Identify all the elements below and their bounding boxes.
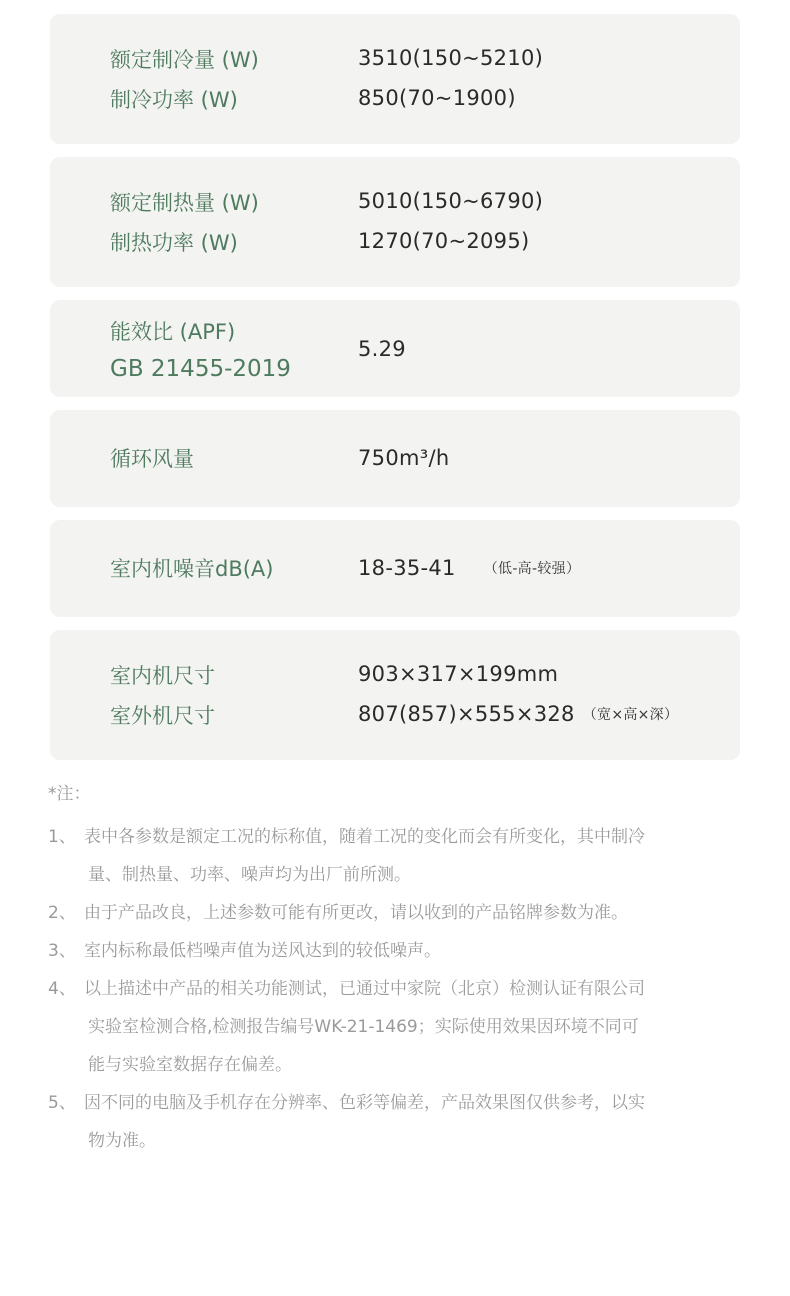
- note-number: 2、: [48, 903, 76, 923]
- note-item: [48, 818, 753, 894]
- notes-section: [48, 780, 753, 1160]
- spec-note: （低-高-较强）: [483, 561, 581, 577]
- spec-card-airflow: [50, 410, 740, 507]
- spec-value: 750m³/h: [358, 446, 450, 470]
- spec-card-apf: [50, 300, 740, 397]
- note-line: 由于产品改良，上述参数可能有所更改，请以收到的产品铭牌参数为准。: [84, 903, 628, 923]
- note-number: 5、: [48, 1093, 76, 1113]
- spec-value: 5010(150~6790): [358, 189, 544, 213]
- note-line: 因不同的电脑及手机存在分辨率、色彩等偏差，产品效果图仅供参考，以实: [84, 1093, 645, 1113]
- note-line: 实验室检测合格,检测报告编号WK-21-1469；实际使用效果因环境不同可: [88, 1017, 639, 1037]
- note-line: 表中各参数是额定工况的标称值，随着工况的变化而会有所变化，其中制冷: [84, 827, 645, 847]
- note-line: 物为准。: [88, 1131, 156, 1151]
- spec-value: 1270(70~2095): [358, 229, 530, 253]
- note-item: [48, 932, 753, 970]
- note-number: 1、: [48, 827, 76, 847]
- spec-card-cooling: [50, 14, 740, 144]
- note-item: [48, 1084, 753, 1160]
- note-line: 以上描述中产品的相关功能测试，已通过中家院（北京）检测认证有限公司: [84, 979, 645, 999]
- spec-note: （宽×高×深）: [582, 707, 679, 723]
- spec-value: 3510(150~5210): [358, 46, 544, 70]
- note-line: 能与实验室数据存在偏差。: [88, 1055, 292, 1075]
- spec-value-row: [358, 702, 678, 727]
- note-line: 量、制热量、功率、噪声均为出厂前所测。: [88, 865, 411, 885]
- spec-value-row: [358, 556, 580, 581]
- spec-value: 850(70~1900): [358, 86, 516, 110]
- spec-card-heating: [50, 157, 740, 287]
- spec-standard: GB 21455-2019: [110, 356, 291, 382]
- spec-value: 5.29: [358, 337, 406, 361]
- spec-label: 室内机尺寸: [110, 664, 215, 688]
- spec-label: 额定制冷量 (W): [110, 48, 259, 72]
- spec-label: 制冷功率 (W): [110, 88, 238, 112]
- spec-label: 制热功率 (W): [110, 231, 238, 255]
- spec-label: 循环风量: [110, 447, 194, 471]
- notes-title: *注：: [48, 784, 91, 804]
- spec-value: 807(857)×555×328: [358, 702, 575, 726]
- spec-value: 18-35-41: [358, 556, 456, 580]
- note-number: 3、: [48, 941, 76, 961]
- spec-value: 903×317×199mm: [358, 662, 559, 686]
- note-number: 4、: [48, 979, 76, 999]
- spec-label: 室外机尺寸: [110, 704, 215, 728]
- note-item: [48, 894, 753, 932]
- spec-card-noise: [50, 520, 740, 617]
- spec-label: 能效比 (APF): [110, 320, 236, 344]
- note-line: 室内标称最低档噪声值为送风达到的较低噪声。: [84, 941, 441, 961]
- spec-card-dimensions: [50, 630, 740, 760]
- note-item: [48, 970, 753, 1084]
- spec-label: 额定制热量 (W): [110, 191, 259, 215]
- spec-label: 室内机噪音dB(A): [110, 557, 274, 581]
